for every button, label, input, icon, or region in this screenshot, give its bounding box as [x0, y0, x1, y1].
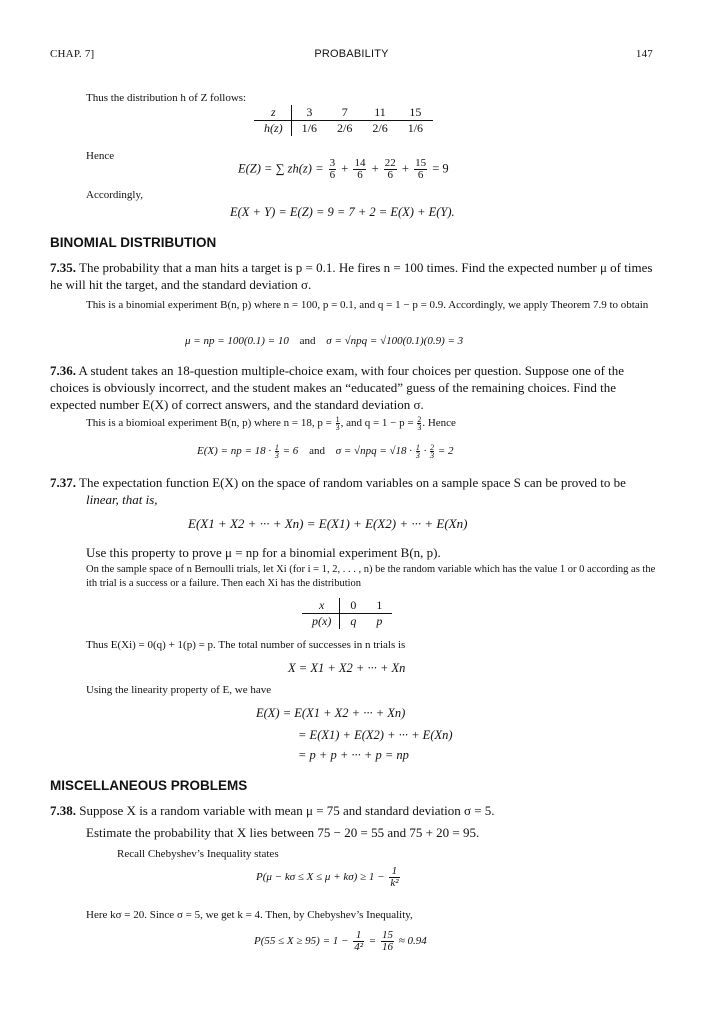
equation-part: P(55 ≤ X ≥ 95) = 1 −: [254, 935, 349, 948]
table-cell: 15: [398, 105, 433, 121]
problem-7-37: [50, 474, 660, 491]
equation-part: = 2: [437, 445, 454, 458]
problem-number: 7.38.: [50, 803, 76, 818]
problem-text-linear: linear, that is,: [86, 492, 158, 507]
bernoulli-distribution-table: [302, 598, 392, 629]
fraction: $\frac{1}{3}$: [274, 443, 279, 461]
equation-part: σ = √npq = √100(0.1)(0.9) = 3: [326, 335, 464, 347]
thus-line: Thus E(Xi) = 0(q) + 1(p) = p. The total number of successes in n trials is: [86, 639, 406, 651]
table-cell: 3: [291, 105, 327, 121]
table-cell: p: [376, 614, 383, 628]
solution-7-36: [86, 416, 456, 431]
ez-lhs: E(Z) = ∑ zh(z) =: [238, 161, 324, 176]
equation-and: and: [299, 335, 316, 347]
solution-part: , and q = 1 − p =: [340, 417, 414, 430]
problem-7-38: [50, 802, 660, 819]
problem-number: 7.35.: [50, 260, 76, 275]
table-cell: 7: [327, 105, 362, 121]
hence-label: Hence: [86, 150, 115, 162]
table-cell: 1/6: [407, 121, 424, 135]
sum-equation: X = X1 + X2 + ··· + Xn: [288, 661, 406, 675]
recall-line: Recall Chebyshev’s Inequality states: [117, 848, 279, 860]
equation-part: ≈ 0.94: [398, 935, 427, 948]
running-header: [50, 48, 653, 62]
linearity-step-2: = E(X1) + E(X2) + ··· + E(Xn): [298, 728, 453, 742]
z-distribution-table: [254, 105, 433, 136]
here-line: Here kσ = 20. Since σ = 5, we get k = 4. Then, by Chebyshev’s Inequality,: [86, 909, 413, 921]
linearity-step-3: = p + p + ··· + p = np: [298, 748, 409, 762]
fraction: $\frac{1}{3}$: [335, 415, 340, 433]
problem-7-35: [50, 259, 660, 293]
table-label: h(z): [254, 121, 291, 137]
fraction: $\frac{15}{16}$: [381, 929, 393, 953]
accordingly-label: Accordingly,: [86, 189, 144, 201]
equation-part: = 6: [282, 445, 299, 458]
fraction: $\frac{22}{6}$: [384, 157, 396, 181]
table-cell: q: [350, 614, 357, 628]
solution-part: . Hence: [422, 417, 456, 430]
solution-7-37: On the sample space of n Bernoulli trials, let Xi (for i = 1, 2, . . . , n) be the random variable which has the value 1 or 0 according as the ith trial is a success or a failure. Then each Xi has the distribution: [86, 564, 656, 589]
table-label: z: [254, 105, 291, 121]
fraction: $\frac{1}{3}$: [415, 443, 420, 461]
fraction: $\frac{15}{6}$: [415, 157, 427, 181]
fraction: $\frac{3}{6}$: [329, 157, 336, 181]
ez-equation: E(Z) = ∑ zh(z) = $\frac{3}{6}$ + $\frac{14}{6}$ + $\frac{22}{6}$ + $\frac{15}{6}$ = 9: [238, 157, 449, 181]
page-number: 147: [635, 48, 653, 60]
fraction: $\frac{14}{6}$: [354, 157, 366, 181]
solution-part: This is a biomioal experiment B(n, p) where n = 18, p =: [86, 417, 332, 430]
linearity-step-1: E(X) = E(X1 + X2 + ··· + Xn): [256, 706, 406, 720]
problem-7-36: [50, 362, 660, 413]
equation-7-36: E(X) = np = $18 \cdot \frac{1}{3}$ = 6 and $\sigma = √npq = √18 \cdot \frac{1}{3}$ · $\frac{2}{3}$ = 2: [197, 443, 454, 461]
fraction: $\frac{1}{\text{k²}}$: [390, 865, 399, 889]
fraction: $\frac{2}{3}$: [430, 443, 435, 461]
use-property-line: Use this property to prove μ = np for a binomial experiment B(n, p).: [86, 545, 441, 560]
problem-text: The expectation function E(X) on the space of random variables on a sample space S can be proved to be: [79, 475, 626, 490]
equation-part: E(X) = np = 18 ·: [197, 445, 272, 458]
equation-7-35: [185, 334, 463, 348]
ez-result: = 9: [432, 161, 449, 176]
table-label: p(x): [302, 614, 340, 630]
chebyshev-inequality: [256, 866, 402, 889]
fraction: $\frac{1}{\text{4²}}$: [354, 929, 363, 953]
table-cell: 1: [366, 598, 392, 614]
equation-part: =: [368, 935, 377, 948]
equation-part: μ = np = 100(0.1) = 10: [185, 335, 289, 347]
table-cell: 2/6: [337, 121, 353, 135]
using-line: Using the linearity property of E, we have: [86, 684, 272, 696]
chapter-label: CHAP. 7]: [50, 48, 95, 60]
header-title: PROBABILITY: [314, 48, 389, 60]
table-cell: 11: [362, 105, 397, 121]
problem-text: The probability that a man hits a target is p = 0.1. He fires n = 100 times. Find the expected number μ of times he will hit the target, and the standard deviation σ.: [50, 260, 653, 292]
section-title-misc: MISCELLANEOUS PROBLEMS: [50, 778, 248, 793]
fraction: $\frac{2}{3}$: [417, 415, 422, 433]
problem-text: Suppose X is a random variable with mean μ = 75 and standard deviation σ = 5.: [79, 803, 495, 818]
problem-text: A student takes an 18-question multiple-choice exam, with four choices per question. Suppose one of the choices is obviously incorrect, and the student makes an “educated” guess of the remaining choices. Find the expected number E(X) of correct answers, and the standard deviation σ.: [50, 363, 625, 412]
equation-part: P(μ − kσ ≤ X ≤ μ + kσ) ≥ 1 −: [256, 871, 385, 884]
table-label: x: [302, 598, 340, 614]
table-cell: 2/6: [372, 121, 388, 135]
exy-equation: E(X + Y) = E(Z) = 9 = 7 + 2 = E(X) + E(Y).: [230, 205, 455, 219]
problem-text-estimate: Estimate the probability that X lies between 75 − 20 = 55 and 75 + 20 = 95.: [86, 825, 480, 840]
equation-part: σ = √npq = √18 ·: [335, 445, 413, 458]
intro-line: Thus the distribution h of Z follows:: [86, 92, 247, 104]
linearity-equation: E(X1 + X2 + ··· + Xn) = E(X1) + E(X2) + ··· + E(Xn): [188, 516, 468, 531]
chebyshev-result: [254, 930, 427, 953]
table-cell: 1/6: [301, 121, 318, 135]
problem-number: 7.36.: [50, 363, 76, 378]
solution-7-35: This is a binomial experiment B(n, p) where n = 100, p = 0.1, and q = 1 − p = 0.9. Accordingly, we apply Theorem 7.9 to obtain: [86, 299, 649, 311]
problem-number: 7.37.: [50, 475, 76, 490]
equation-and: and: [309, 445, 325, 458]
table-cell: 0: [340, 598, 367, 614]
section-title-binomial: BINOMIAL DISTRIBUTION: [50, 235, 217, 250]
